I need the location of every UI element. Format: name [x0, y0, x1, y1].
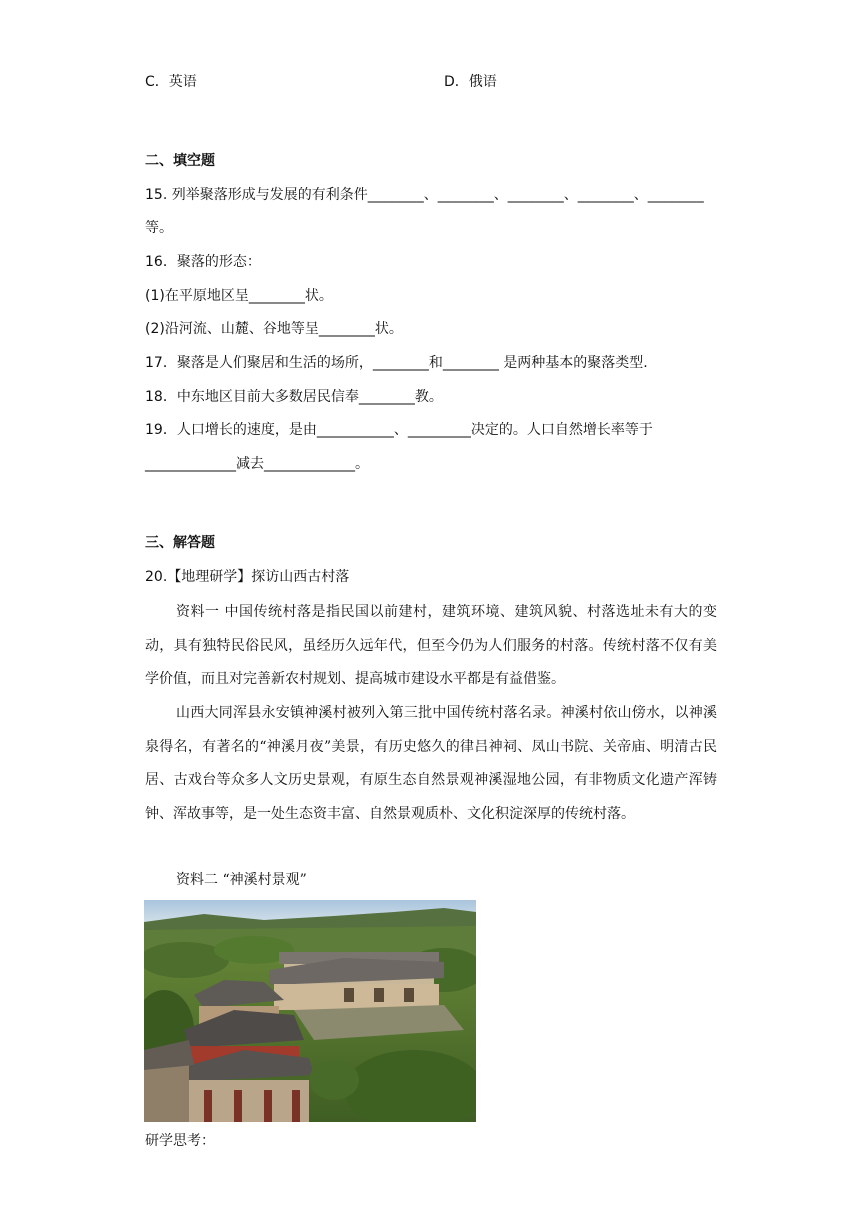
shenxi-village-photo: [144, 900, 476, 1122]
village-landscape-image: [144, 900, 476, 1122]
option-c: C．英语: [145, 74, 197, 90]
question-15-line-1: 15. 列举聚落形成与发展的有利条件________、________、________、________、________: [145, 187, 704, 203]
material-1-paragraph: 资料一 中国传统村落是指民国以前建村，建筑环境、建筑风貌、村落选址未有大的变动，具有独特民俗民风，虽经历久远年代，但至今仍为人们服务的村落。传统村落不仅有美学价值，而且对完善新农村规划、提高城市建设水平都是有益借鉴。: [145, 604, 717, 687]
question-19-line-1: 19．人口增长的速度，是由___________、_________决定的。人口自然增长率等于: [145, 422, 653, 438]
question-19-line-2: _____________减去_____________。: [145, 456, 369, 472]
question-18: 18．中东地区目前大多数居民信奉________教。: [145, 389, 443, 405]
question-16-2: (2)沿河流、山麓、谷地等呈________状。: [145, 321, 403, 337]
material-1b-paragraph: 山西大同浑县永安镇神溪村被列入第三批中国传统村落名录。神溪村依山傍水，以神溪泉得名，有著名的“神溪月夜”美景，有历史悠久的律吕神祠、凤山书院、关帝庙、明清古民居、古戏台等众多人文历史景观，有原生态自然景观神溪湿地公园，有非物质文化遗产浑铸钟、浑故事等，是一处生态资丰富、自然景观质朴、文化积淀深厚的传统村落。: [145, 705, 717, 822]
research-thinking-label: 研学思考：: [145, 1133, 215, 1149]
question-17: 17．聚落是人们聚居和生活的场所，________和________ 是两种基本的聚落类型.: [145, 355, 648, 371]
section-3-title: 三、解答题: [145, 535, 215, 551]
question-20-title: 20.【地理研学】探访山西古村落: [145, 569, 350, 585]
section-2-title: 二、填空题: [145, 153, 215, 169]
question-16-1: (1)在平原地区呈________状。: [145, 288, 333, 304]
question-15-line-2: 等。: [145, 220, 173, 236]
option-d: D．俄语: [444, 74, 497, 90]
material-2-caption: 资料二 “神溪村景观”: [176, 872, 307, 888]
question-16: 16．聚落的形态：: [145, 254, 261, 270]
